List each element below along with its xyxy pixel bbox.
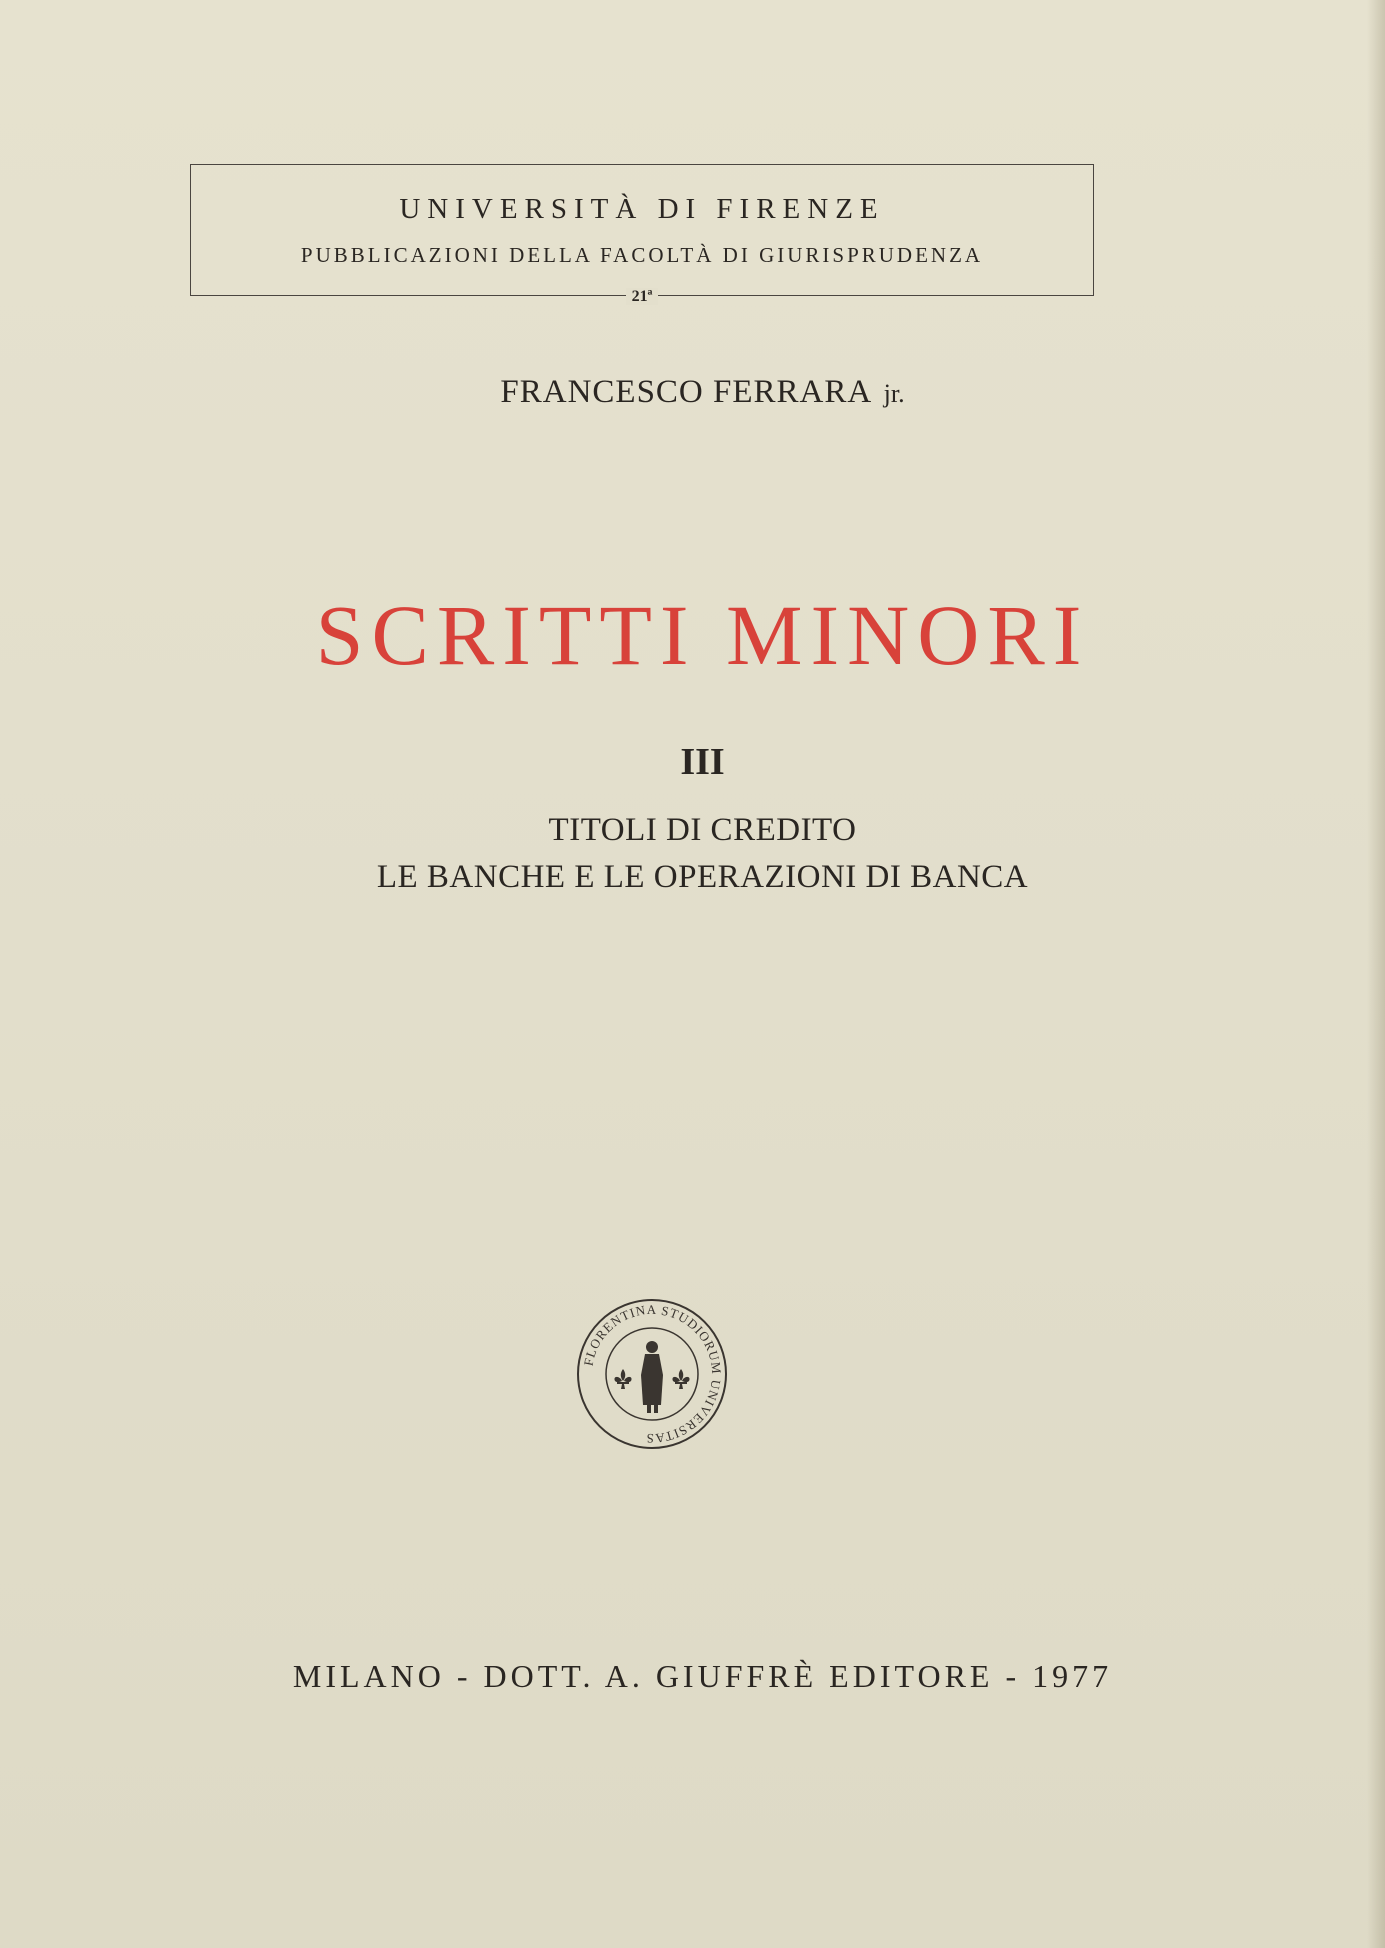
- subtitle-line-1: TITOLI DI CREDITO: [548, 812, 857, 848]
- author: [0, 374, 1385, 411]
- author-name: FRANCESCO FERRARA: [500, 374, 871, 410]
- series-collection: PUBBLICAZIONI DELLA FACOLTÀ DI GIURISPRUDENZA: [300, 243, 984, 267]
- series-number: [191, 288, 1093, 306]
- series-institution: UNIVERSITÀ DI FIRENZE: [399, 193, 885, 225]
- series-number-label: 21ª: [626, 288, 659, 305]
- seal-inscription: FLORENTINA STUDIORUM UNIVERSITAS: [580, 1301, 725, 1447]
- author-suffix: jr.: [883, 379, 905, 408]
- series-box: [190, 164, 1094, 305]
- page-edge-shadow: [1367, 0, 1385, 1948]
- book-title: SCRITTI MINORI: [315, 587, 1090, 683]
- publisher-imprint: MILANO - DOTT. A. GIUFFRÈ EDITORE - 1977: [292, 1658, 1113, 1694]
- volume-number: III: [680, 741, 725, 783]
- subtitle-line-2: LE BANCHE E LE OPERAZIONI DI BANCA: [376, 859, 1029, 895]
- university-seal-icon: [575, 1297, 729, 1451]
